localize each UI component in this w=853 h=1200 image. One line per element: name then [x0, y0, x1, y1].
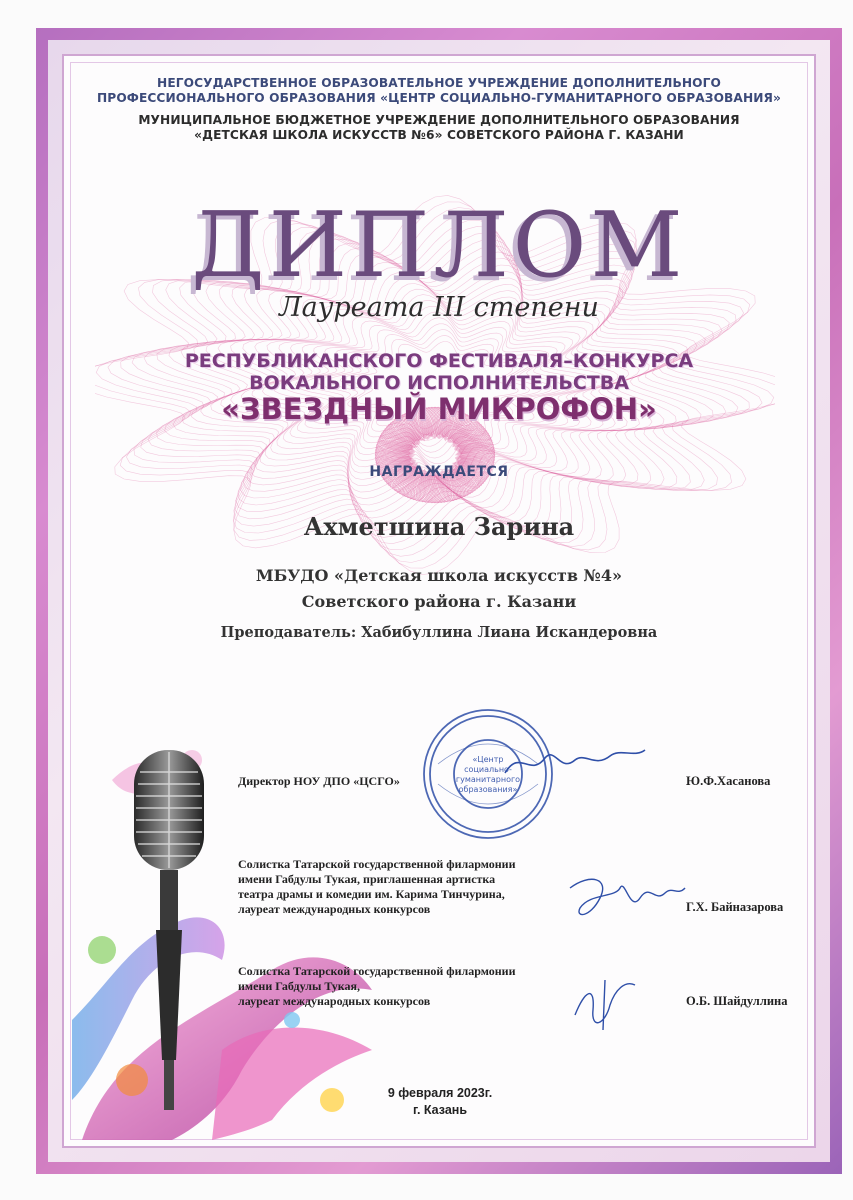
signatory2-line4: лауреат международных конкурсов: [238, 902, 431, 916]
stamp-line2: социально-: [464, 765, 512, 774]
signatory2-line1: Солистка Татарской государственной филармонии: [238, 857, 516, 871]
diploma-subtitle: Лауреата III степени: [279, 292, 599, 323]
signatory1-name: Ю.Ф.Хасанова: [686, 774, 771, 788]
signatory1-position: Директор НОУ ДПО «ЦСГО»: [238, 774, 400, 788]
signatory2-line2: имени Габдулы Тукая, приглашенная артистка: [238, 872, 496, 886]
org2-line2: «ДЕТСКАЯ ШКОЛА ИСКУССТВ №6» СОВЕТСКОГО РАЙОНА Г. КАЗАНИ: [194, 128, 684, 142]
signatory2-line3: театра драмы и комедии им. Карима Тинчурина,: [238, 887, 505, 901]
issue-city: г. Казань: [412, 1103, 468, 1117]
signatory3-name: О.Б. Шайдуллина: [686, 994, 788, 1008]
org2-line1: МУНИЦИПАЛЬНОЕ БЮДЖЕТНОЕ УЧРЕЖДЕНИЕ ДОПОЛНИТЕЛЬНОГО ОБРАЗОВАНИЯ: [138, 113, 740, 127]
signatory3-line1: Солистка Татарской государственной филармонии: [238, 964, 516, 978]
school-line1: МБУДО «Детская школа искусств №4»: [255, 566, 623, 585]
issue-date: 9 февраля 2023г.: [387, 1086, 493, 1100]
awarded-label: НАГРАЖДАЕТСЯ: [369, 464, 509, 480]
org1-line1: НЕГОСУДАРСТВЕННОЕ ОБРАЗОВАТЕЛЬНОЕ УЧРЕЖДЕНИЕ ДОПОЛНИТЕЛЬНОГО: [157, 76, 721, 90]
recipient-name: Ахметшина Зарина: [303, 512, 575, 541]
org1-line2: ПРОФЕССИОНАЛЬНОГО ОБРАЗОВАНИЯ «ЦЕНТР СОЦИАЛЬНО-ГУМАНИТАРНОГО ОБРАЗОВАНИЯ»: [96, 91, 782, 105]
stamp-line1: «Центр: [472, 755, 504, 764]
signatory2-name: Г.Х. Байназарова: [686, 900, 784, 914]
festival-line1: РЕСПУБЛИКАНСКОГО ФЕСТИВАЛЯ–КОНКУРСА: [184, 350, 694, 372]
school-line2: Советского района г. Казани: [301, 592, 577, 611]
diploma-title: ДИПЛОМ: [191, 193, 687, 298]
signatory3-line3: лауреат международных конкурсов: [238, 994, 431, 1008]
signature-baynazarova: [560, 868, 690, 928]
festival-line2: ВОКАЛЬНОГО ИСПОЛНИТЕЛЬСТВА: [249, 372, 629, 394]
teacher-line: Преподаватель: Хабибуллина Лиана Искандеровна: [220, 624, 658, 641]
stamp-line4: образования»: [458, 785, 518, 794]
signatory3-line2: имени Габдулы Тукая,: [238, 979, 361, 993]
festival-name: «ЗВЕЗДНЫЙ МИКРОФОН»: [221, 392, 657, 426]
stamp-line3: гуманитарного: [455, 775, 521, 784]
signature-shaydullina: [565, 970, 645, 1040]
